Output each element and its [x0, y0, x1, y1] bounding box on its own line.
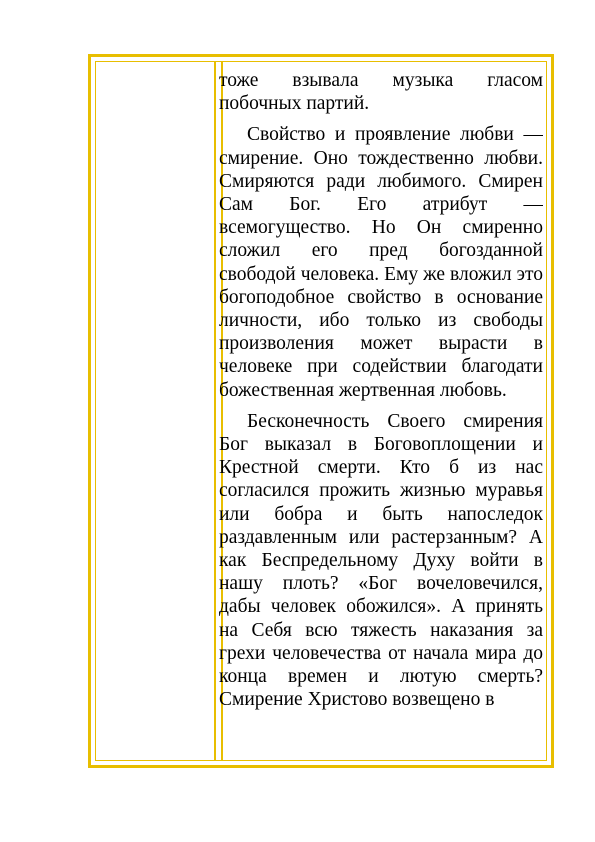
- paragraph-2: Свойство и проявление любви — смирение. Оно тождественно любви. Смиряются ради любимого. Смирен Сам Бог. Его атрибут — всемогущество. Но Он смиренно сложил его пред богозданной свободой человека. Ему же вложил это богоподобное свойство в основание личности, ибо только из свободы произволения может вырасти в человеке при содействии благодати божественная жертвенная любовь.: [219, 124, 543, 401]
- paragraph-3: Бесконечность Своего смирения Бог выказал в Боговоплощении и Крестной смерти. Кто б из нас согласился прожить жизнью муравья или бобра и быть напоследок раздавленным или растерзанным? А как Беспредельному Духу войти в нашу плоть? «Бог вочеловечился, дабы человек обожился». А принять на Себя всю тяжесть наказания за грехи человечества от начала мира до конца времен и лютую смерть? Смирение Христово возвещено в: [219, 410, 543, 711]
- body-text-column: [219, 69, 543, 759]
- paragraph-1: тоже взывала музыка гласом побочных партий.: [219, 70, 543, 115]
